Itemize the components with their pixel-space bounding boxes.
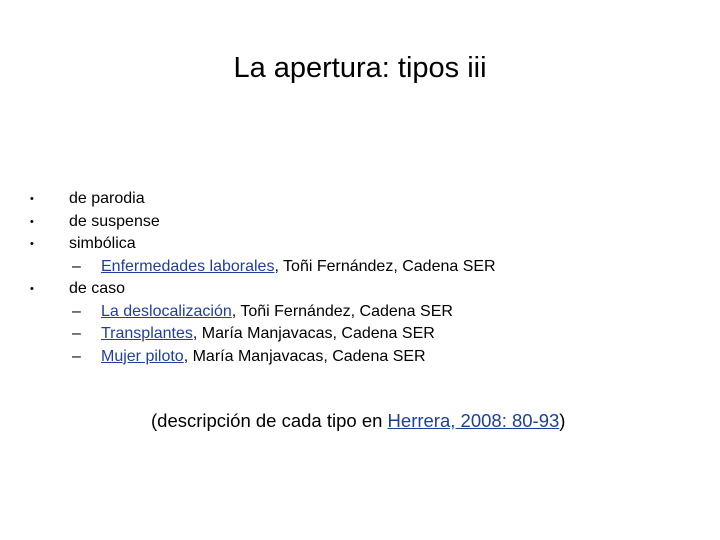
sub-item (69, 301, 496, 324)
bullet-dot-icon: • (30, 215, 34, 228)
sub-list-simbolica (69, 256, 496, 279)
link-transplantes[interactable]: Transplantes (101, 325, 193, 342)
bullet-label: de parodia (69, 190, 145, 207)
dash-icon: – (72, 257, 81, 275)
link-mujer-piloto[interactable]: Mujer piloto (101, 347, 184, 365)
sub-item-detail: , María Manjavacas, Cadena SER (192, 325, 435, 342)
sub-item-detail: , Toñi Fernández, Cadena SER (274, 257, 496, 275)
bullet-item-caso (30, 278, 496, 368)
bullet-dot-icon: • (30, 283, 34, 295)
bullet-list (30, 188, 496, 368)
sub-item (69, 256, 496, 279)
link-enfermedades-laborales[interactable]: Enfermedades laborales (101, 257, 275, 275)
bullet-label: de suspense (69, 212, 160, 230)
sub-list-caso (69, 301, 496, 369)
sub-item-detail: , Toñi Fernández, Cadena SER (231, 302, 453, 320)
bullet-dot-icon: • (30, 193, 34, 205)
bullet-item-parodia (30, 188, 496, 211)
bullet-label: simbólica (69, 235, 136, 252)
bullet-item-suspense (30, 211, 496, 234)
footnote-suffix: ) (559, 410, 566, 431)
sub-item (69, 323, 496, 346)
link-la-deslocalizacion[interactable]: La deslocalización (101, 302, 232, 320)
bullet-item-simbolica (30, 233, 496, 278)
bullet-label: de caso (69, 280, 126, 297)
sub-item-detail: , María Manjavacas, Cadena SER (183, 347, 426, 365)
sub-item (69, 346, 496, 369)
link-herrera-2008[interactable]: Herrera, 2008: 80-93 (387, 410, 560, 431)
dash-icon: – (72, 347, 81, 365)
slide-title: La apertura: tipos iii (233, 52, 487, 84)
dash-icon: – (72, 325, 81, 342)
footnote (151, 408, 565, 434)
footnote-prefix: (descripción de cada tipo en (151, 410, 388, 431)
dash-icon: – (72, 302, 81, 320)
bullet-dot-icon: • (30, 238, 34, 250)
